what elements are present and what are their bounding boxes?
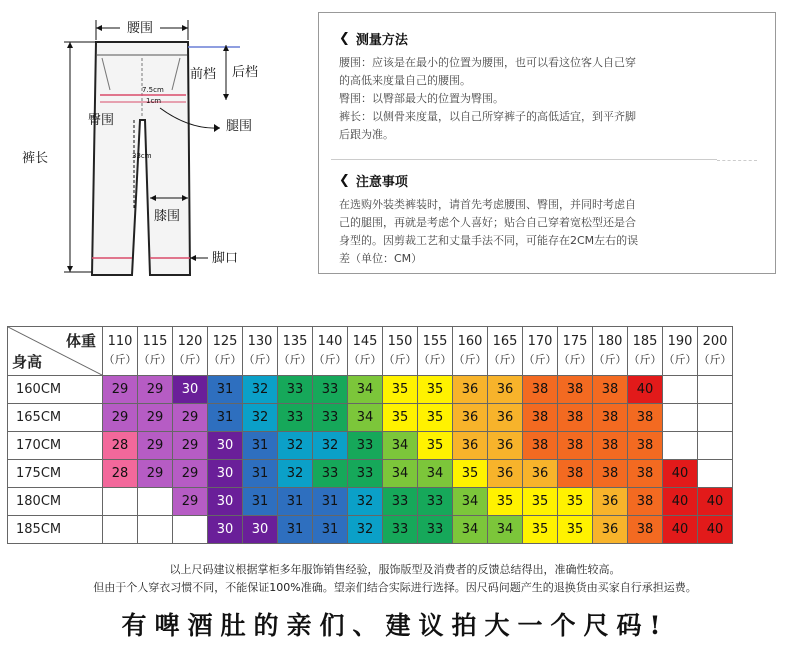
notice-line: 身型的。因剪裁工艺和丈量手法不同，可能存在2CM左右的误 [339,234,639,247]
size-cell: 31 [278,516,313,544]
size-cell: 36 [453,432,488,460]
size-cell: 34 [348,404,383,432]
size-cell: 40 [698,488,733,516]
size-cell: 34 [418,460,453,488]
size-cell: 35 [383,404,418,432]
weight-column-header [313,327,348,376]
size-cell: 33 [278,376,313,404]
size-cell: 29 [138,404,173,432]
thigh-label: 腿围 [226,119,253,134]
weight-column-header [628,327,663,376]
size-cell: 35 [488,488,523,516]
measure-title: ❮ 测量方法 [339,31,408,48]
weight-value: 200 [702,334,728,349]
size-cell: 31 [243,488,278,516]
weight-column-header [173,327,208,376]
weight-value: 140 [317,334,343,349]
size-cell: 35 [418,376,453,404]
size-cell: 33 [348,460,383,488]
size-cell: 34 [348,376,383,404]
chevron-left-icon: ❮ [339,31,350,46]
size-cell: 30 [208,516,243,544]
size-cell: 38 [628,488,663,516]
size-cell: 28 [103,460,138,488]
notice-line: 己的腿围，再就是考虑个人喜好；贴合自己穿着宽松型还是合 [339,216,636,229]
measure-line: 腰围：应该是在最小的位置为腰围，也可以看这位客人自己穿 [339,56,636,69]
height-header: 身高 [12,353,43,371]
size-cell [698,404,733,432]
measure-line: 后跟为准。 [339,128,394,141]
table-row [8,488,733,516]
size-cell: 28 [103,432,138,460]
size-cell: 35 [383,376,418,404]
knee-label: 膝围 [154,209,181,224]
weight-column-header [383,327,418,376]
weight-unit: （斤） [313,353,347,366]
size-cell: 30 [243,516,278,544]
measure-1cm: 1cm [146,97,162,105]
weight-value: 130 [247,334,273,349]
size-cell: 31 [243,432,278,460]
size-cell: 36 [488,460,523,488]
table-corner [8,327,103,376]
weight-unit: （斤） [103,353,137,366]
measure-33cm: 33cm [132,152,152,160]
size-cell: 40 [663,488,698,516]
measure-line: 的高低来度量自己的腰围。 [339,74,471,87]
measure-line: 臀围：以臀部最大的位置为臀围。 [339,92,504,105]
size-cell [663,376,698,404]
size-cell: 33 [418,488,453,516]
size-cell [138,488,173,516]
size-cell: 29 [173,432,208,460]
size-cell: 38 [558,404,593,432]
weight-unit: （斤） [243,353,277,366]
chevron-left-icon: ❮ [339,173,350,188]
weight-value: 190 [667,334,693,349]
front-rise-label: 前档 [190,67,217,82]
weight-column-header [593,327,628,376]
size-cell [663,432,698,460]
size-cell: 29 [138,376,173,404]
size-cell: 32 [278,432,313,460]
size-cell: 38 [628,516,663,544]
slogan: 有啤酒肚的亲们、建议拍大一个尺码! [121,611,669,640]
size-cell [138,516,173,544]
size-cell [698,432,733,460]
weight-unit: （斤） [208,353,242,366]
size-cell [103,488,138,516]
size-cell: 31 [313,516,348,544]
size-cell: 33 [383,516,418,544]
height-row-label: 160CM [8,376,103,404]
size-cell [698,460,733,488]
hip-label: 臀围 [88,113,115,128]
size-cell: 38 [593,432,628,460]
weight-column-header [138,327,173,376]
size-cell: 32 [313,432,348,460]
size-cell: 34 [453,488,488,516]
notice-line: 差（单位：CM） [339,252,423,265]
weight-unit: （斤） [593,353,627,366]
size-cell: 40 [628,376,663,404]
weight-column-header [103,327,138,376]
weight-unit: （斤） [453,353,487,366]
size-cell [698,376,733,404]
weight-value: 155 [422,334,448,349]
weight-value: 175 [562,334,588,349]
weight-unit: （斤） [418,353,452,366]
size-cell: 31 [243,460,278,488]
weight-column-header [348,327,383,376]
size-cell: 35 [453,460,488,488]
measure-section [339,29,749,144]
size-cell: 35 [558,516,593,544]
size-cell: 33 [278,404,313,432]
size-cell: 38 [593,376,628,404]
weight-column-header [453,327,488,376]
weight-unit: （斤） [523,353,557,366]
size-cell: 40 [663,460,698,488]
size-cell: 33 [348,432,383,460]
note-line: 但由于个人穿衣习惯不同，不能保证100%准确。望亲们结合实际进行选择。因尺码问题产生的退换货由买家自行承担运费。 [93,581,697,594]
size-cell: 38 [593,460,628,488]
size-cell: 38 [628,404,663,432]
size-cell: 35 [558,488,593,516]
size-cell: 32 [243,404,278,432]
size-cell: 38 [558,460,593,488]
corner-diagonal [8,327,102,375]
size-cell [663,404,698,432]
weight-header: 体重 [65,332,96,350]
size-cell: 30 [173,376,208,404]
weight-column-header [418,327,453,376]
table-row [8,516,733,544]
weight-value: 160 [457,334,483,349]
weight-value: 165 [492,334,518,349]
size-cell: 38 [558,376,593,404]
size-cell: 29 [138,432,173,460]
height-row-label: 170CM [8,432,103,460]
size-cell: 30 [208,488,243,516]
weight-column-header [243,327,278,376]
size-cell: 36 [523,460,558,488]
weight-value: 125 [212,334,238,349]
size-cell: 36 [488,376,523,404]
notice-line: 在选购外装类裤装时，请首先考虑腰围、臀围，并同时考虑自 [339,198,636,211]
waist-label: 腰围 [126,21,154,36]
size-cell: 31 [278,488,313,516]
hem-label: 脚口 [212,251,239,266]
weight-unit: （斤） [628,353,662,366]
length-label: 裤长 [22,151,49,166]
size-cell: 38 [523,376,558,404]
size-cell: 33 [418,516,453,544]
measure-line: 裤长：以侧骨来度量，以自己所穿裤子的高低适宜，到平齐脚 [339,110,636,123]
size-cell: 36 [453,376,488,404]
size-cell: 38 [628,460,663,488]
height-row-label: 165CM [8,404,103,432]
table-header-row [8,327,733,376]
weight-value: 115 [142,334,168,349]
size-cell: 38 [558,432,593,460]
table-row [8,404,733,432]
divider [331,159,717,160]
table-row [8,460,733,488]
weight-column-header [523,327,558,376]
size-cell: 31 [313,488,348,516]
height-row-label: 180CM [8,488,103,516]
size-cell: 29 [138,460,173,488]
size-cell: 36 [593,516,628,544]
size-cell: 32 [243,376,278,404]
size-cell: 32 [348,488,383,516]
notice-title: ❮ 注意事项 [339,173,408,190]
weight-unit: （斤） [278,353,312,366]
weight-unit: （斤） [558,353,592,366]
size-cell: 35 [523,488,558,516]
size-cell: 29 [173,404,208,432]
weight-column-header [558,327,593,376]
info-box [318,12,776,274]
size-cell: 33 [383,488,418,516]
size-cell: 38 [628,432,663,460]
size-cell: 36 [488,404,523,432]
weight-column-header [278,327,313,376]
note-line: 以上尺码建议根据掌柜多年服饰销售经验，服饰版型及消费者的反馈总结得出，准确性较高。 [169,563,621,576]
size-cell: 31 [208,376,243,404]
weight-column-header [488,327,523,376]
size-cell: 36 [488,432,523,460]
size-cell: 35 [418,432,453,460]
weight-value: 180 [597,334,623,349]
table-row [8,376,733,404]
weight-value: 110 [107,334,133,349]
size-cell: 34 [383,432,418,460]
size-cell: 29 [103,376,138,404]
size-cell: 38 [593,404,628,432]
weight-unit: （斤） [173,353,207,366]
size-cell: 33 [313,376,348,404]
weight-unit: （斤） [488,353,522,366]
size-cell: 30 [208,432,243,460]
weight-unit: （斤） [138,353,172,366]
size-chart-table [7,326,733,544]
weight-unit: （斤） [348,353,382,366]
weight-value: 150 [387,334,413,349]
weight-value: 170 [527,334,553,349]
size-cell: 34 [383,460,418,488]
size-cell: 35 [523,516,558,544]
weight-unit: （斤） [698,353,732,366]
size-cell: 31 [208,404,243,432]
weight-value: 120 [177,334,203,349]
size-cell: 32 [348,516,383,544]
size-cell: 36 [593,488,628,516]
size-cell: 40 [698,516,733,544]
weight-unit: （斤） [663,353,697,366]
weight-value: 185 [632,334,658,349]
size-cell: 38 [523,432,558,460]
height-row-label: 175CM [8,460,103,488]
weight-column-header [663,327,698,376]
size-cell: 32 [278,460,313,488]
size-cell: 29 [103,404,138,432]
weight-value: 135 [282,334,308,349]
weight-column-header [208,327,243,376]
size-cell: 36 [453,404,488,432]
size-cell: 30 [208,460,243,488]
measure-7-5cm: 7.5cm [142,86,164,94]
height-row-label: 185CM [8,516,103,544]
size-cell: 40 [663,516,698,544]
weight-column-header [698,327,733,376]
size-cell: 34 [453,516,488,544]
size-cell: 33 [313,404,348,432]
size-cell: 29 [173,488,208,516]
size-cell: 33 [313,460,348,488]
pants-measurement-diagram [0,0,310,300]
back-rise-label: 后档 [232,65,259,80]
weight-unit: （斤） [383,353,417,366]
size-cell: 29 [173,460,208,488]
size-cell [173,516,208,544]
table-row [8,432,733,460]
size-cell: 35 [418,404,453,432]
notice-section [339,171,749,268]
weight-value: 145 [352,334,378,349]
size-cell: 34 [488,516,523,544]
size-cell: 38 [523,404,558,432]
size-cell [103,516,138,544]
notes [0,561,790,597]
